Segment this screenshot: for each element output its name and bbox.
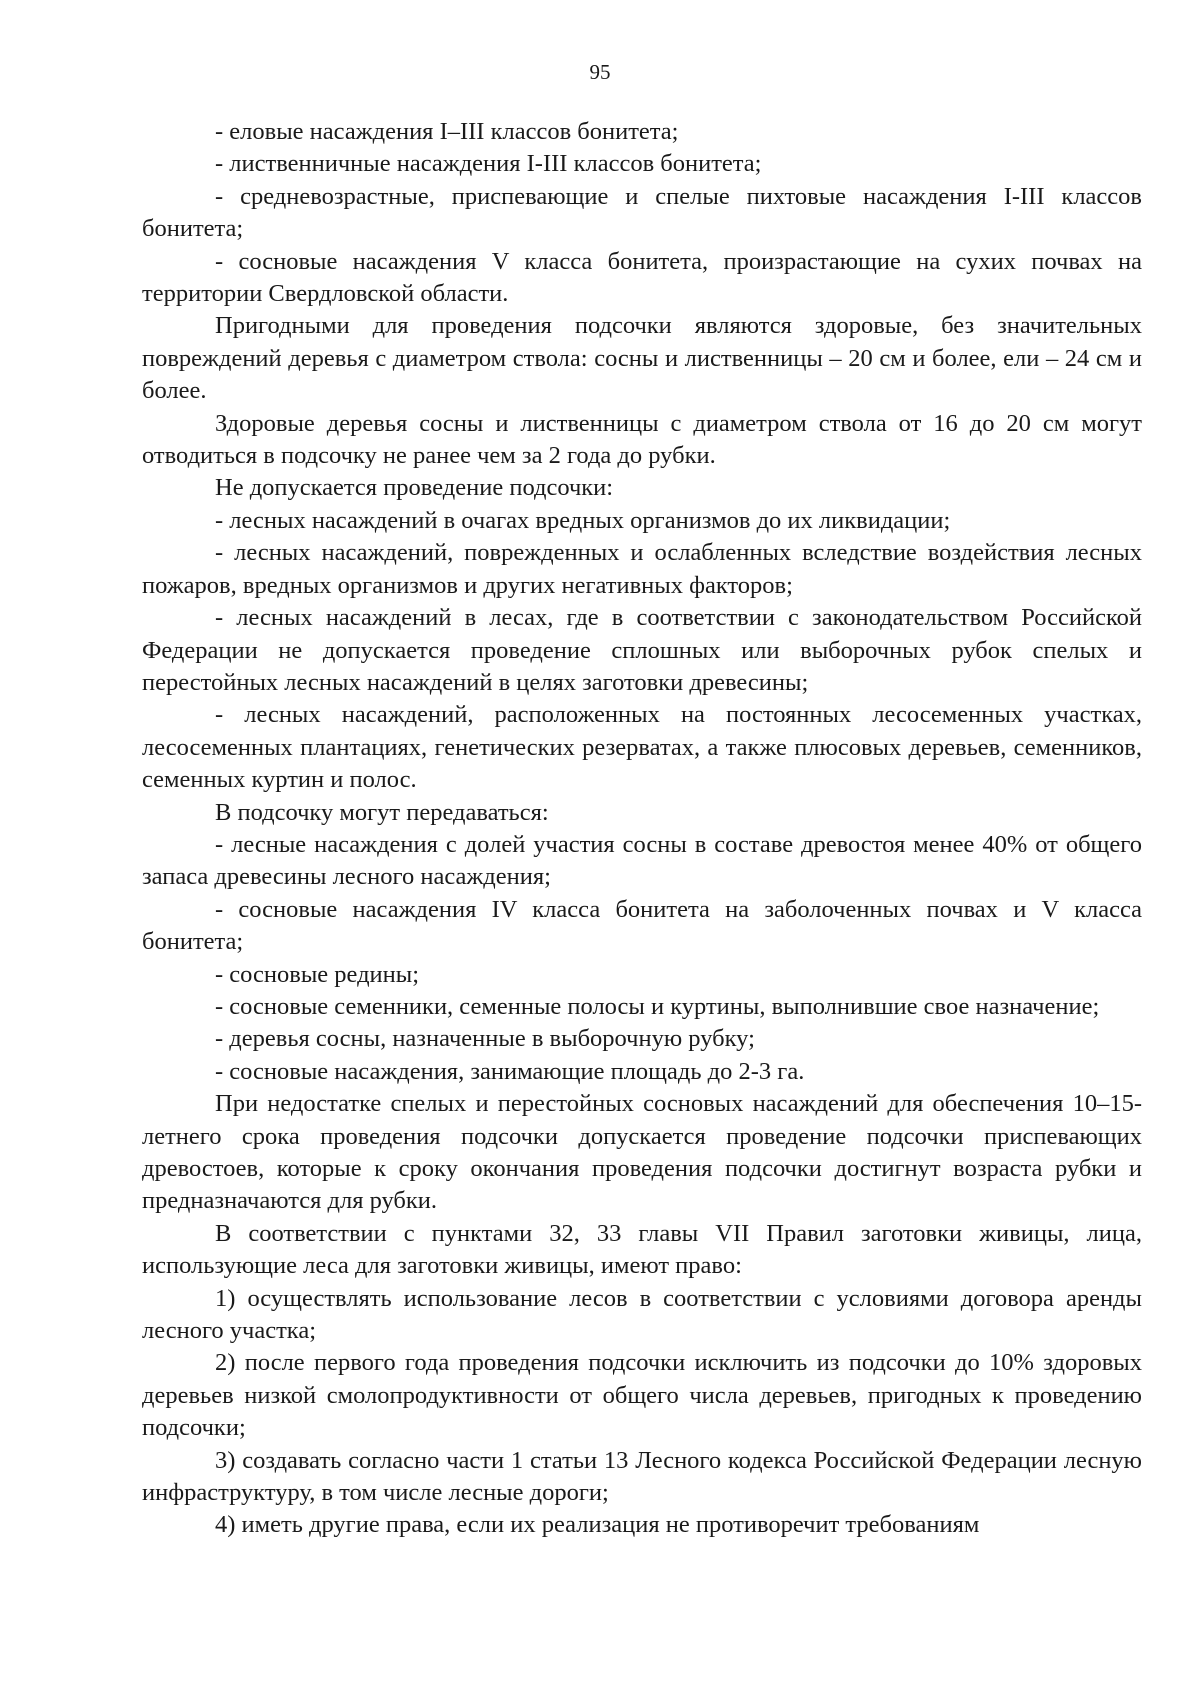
paragraph-pine-share-under-40: - лесные насаждения с долей участия сосны в составе древостоя менее 40% от общего запаса древесины лесного насаждения; — [142, 830, 1142, 891]
paragraph-shortage-provision: При недостатке спелых и перестойных сосновых насаждений для обеспечения 10–15-летнего срока проведения подсочки допускается проведение подсочки приспевающих древостоев, которые к сроку окончания проведения подсочки достигнут возраста рубки и предназначаются для рубки. — [142, 1090, 1142, 1215]
paragraph-spruce-stands: - еловые насаждения I–III классов бонитета; — [215, 118, 679, 145]
paragraph-pine-stands-class-v: - сосновые насаждения V класса бонитета, произрастающие на сухих почвах на территории Свердловской области. — [142, 247, 1142, 308]
paragraph-pine-small-area: - сосновые насаждения, занимающие площадь до 2-3 га. — [215, 1057, 805, 1085]
paragraph-larch-stands: - лиственничные насаждения I-III классов бонитета; — [215, 150, 762, 178]
paragraph-healthy-trees-diameter: Здоровые деревья сосны и лиственницы с диаметром ствола от 16 до 20 см могут отводиться в подсочку не ранее чем за 2 года до рубки. — [142, 409, 1142, 470]
paragraph-pest-foci: - лесных насаждений в очагах вредных организмов до их ликвидации; — [215, 506, 951, 534]
paragraph-right-1: 1) осуществлять использование лесов в соответствии с условиями договора аренды лесного участка; — [142, 1284, 1142, 1345]
paragraph-protected-forests: - лесных насаждений в лесах, где в соответствии с законодательством Российской Федерации не допускается проведение сплошных или выборочных рубок спелых и перестойных лесных насаждений в целях заготовки древесины; — [142, 604, 1142, 696]
paragraph-right-2: 2) после первого года проведения подсочки исключить из подсочки до 10% здоровых деревьев низкой смолопродуктивности от общего числа деревьев, пригодных к проведению подсочки; — [142, 1349, 1142, 1442]
document-body — [142, 116, 1142, 1542]
paragraph-right-3: 3) создавать согласно части 1 статьи 13 Лесного кодекса Российской Федерации лесную инфраструктуру, в том числе лесные дороги; — [142, 1446, 1142, 1507]
paragraph-rights-intro: В соответствии с пунктами 32, 33 главы VII Правил заготовки живицы, лица, использующие леса для заготовки живицы, имеют право: — [142, 1219, 1142, 1280]
paragraph-suitable-trees: Пригодными для проведения подсочки являются здоровые, без значительных повреждений деревья с диаметром ствола: сосны и лиственницы – 20 см и более, ели – 24 см и более. — [142, 312, 1142, 405]
paragraph-fir-stands: - средневозрастные, приспевающие и спелые пихтовые насаждения I-III классов бонитета; — [142, 182, 1142, 243]
paragraph-pine-seed-trees: - сосновые семенники, семенные полосы и куртины, выполнившие свое назначение; — [215, 992, 1100, 1020]
page-number: 95 — [589, 60, 611, 84]
paragraph-damaged-stands: - лесных насаждений, поврежденных и ослабленных вследствие воздействия лесных пожаров, вредных организмов и других негативных факторов; — [142, 539, 1142, 599]
paragraph-pine-class-iv-v: - сосновые насаждения IV класса бонитета на заболоченных почвах и V класса бонитета; — [142, 895, 1142, 956]
paragraph-pine-selective-cut: - деревья сосны, назначенные в выборочную рубку; — [215, 1025, 755, 1053]
paragraph-right-4: 4) иметь другие права, если их реализация не противоречит требованиям — [215, 1511, 980, 1539]
paragraph-not-allowed-heading: Не допускается проведение подсочки: — [215, 474, 614, 502]
paragraph-seed-plots: - лесных насаждений, расположенных на постоянных лесосеменных участках, лесосеменных плантациях, генетических резерватах, а также плюсовых деревьев, семенников, семенных куртин и полос. — [142, 701, 1142, 794]
paragraph-may-transfer-heading: В подсочку могут передаваться: — [215, 798, 549, 826]
paragraph-pine-sparse: - сосновые редины; — [215, 960, 420, 988]
